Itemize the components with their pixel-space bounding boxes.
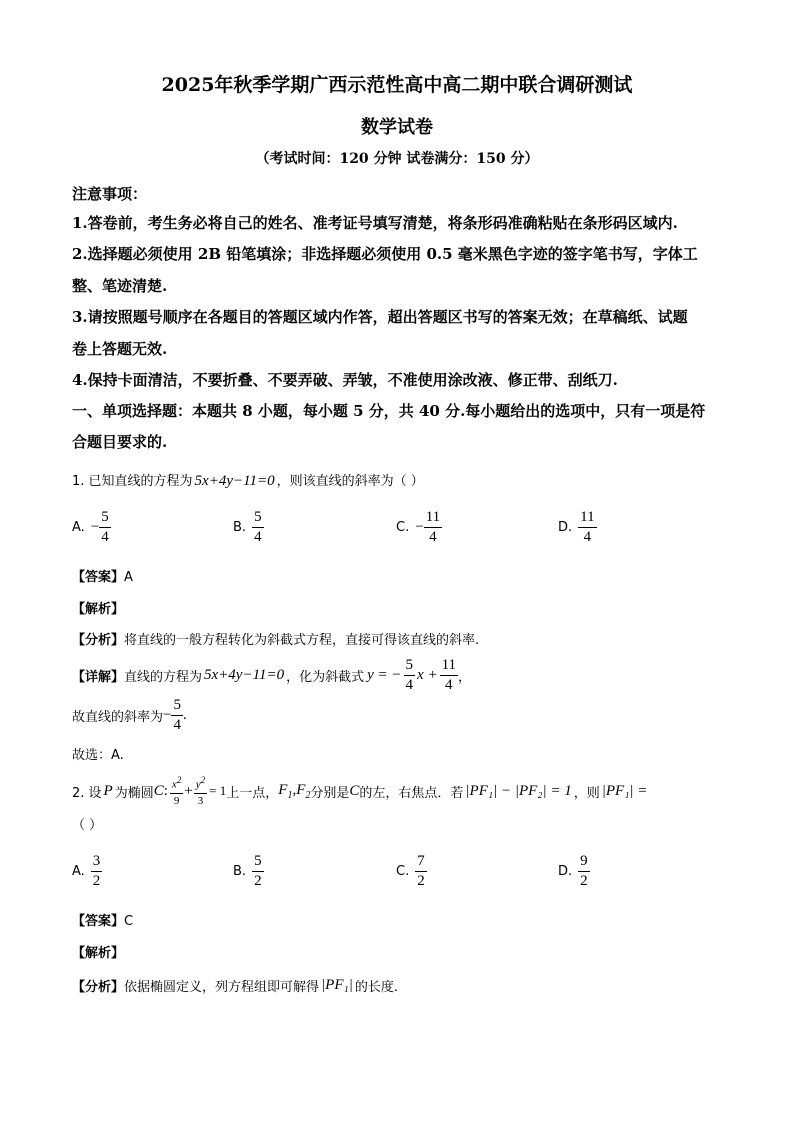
note-item-2: 2.选择题必须使用 2B 铅笔填涂；非选择题必须使用 0.5 毫米黑色字迹的签字笔书写，字体工 xyxy=(72,245,698,263)
q1-slope-num: 5 xyxy=(171,698,183,716)
q2-option-b xyxy=(233,854,264,889)
q2-stem-2: 为椭圆 xyxy=(114,785,154,801)
q2-stem-5: 的左，右焦点．若 xyxy=(359,785,464,801)
note-item-1: 1.答卷前，考生务必将自己的姓名、准考证号填写清楚，将条形码准确粘贴在条形码区域内. xyxy=(72,214,678,232)
q1-option-b xyxy=(233,510,264,545)
q1-detail-y: y = − xyxy=(367,667,402,683)
q1-option-b-den: 4 xyxy=(254,529,262,545)
exam-subtitle: 数学试卷 xyxy=(361,117,433,138)
q1-answer-tag: 【答案】 xyxy=(72,570,125,585)
q1-detail-equation: 5x+4y−11=0 xyxy=(204,667,285,683)
q1-fenxi-tag: 【分析】 xyxy=(72,633,125,648)
q2-fenxi-abs: |PF₁| xyxy=(321,977,353,993)
q1-detail-end: ， xyxy=(458,670,472,685)
q2-stem-3: 上一点， xyxy=(226,785,279,801)
q2-option-b-num: 5 xyxy=(252,854,264,872)
q2-answer xyxy=(72,910,133,929)
q1-option-a-sign: − xyxy=(90,519,100,535)
note-item-4: 4.保持卡面清洁，不要折叠、不要弄破、弄皱，不准使用涂改液、修正带、刮纸刀. xyxy=(72,371,618,389)
q1-stem-prefix: 1. 已知直线的方程为 xyxy=(72,474,193,489)
q2-option-d-den: 2 xyxy=(580,873,588,889)
q1-option-c-sign: − xyxy=(415,519,424,535)
q2-option-a xyxy=(72,854,102,889)
q2-foci: $F_1,F_2$ xyxy=(278,781,311,801)
q1-option-b-num: 5 xyxy=(252,510,264,528)
q1-choose: 故选：A. xyxy=(72,748,124,763)
q2-option-c xyxy=(396,854,427,889)
q1-answer xyxy=(72,566,133,585)
q2-fenxi-tag: 【分析】 xyxy=(72,980,125,995)
q2-stem-4: 分别是 xyxy=(310,785,350,801)
q1-detail xyxy=(72,658,471,693)
q1-slope-end: . xyxy=(182,707,187,723)
q2-option-c-label: C. xyxy=(396,864,410,879)
q2-option-c-num: 7 xyxy=(415,854,427,872)
exam-title: 2025年秋季学期广西示范性高中高二期中联合调研测试 xyxy=(161,74,633,96)
q1-detail-b-den: 4 xyxy=(445,677,453,693)
q1-fenxi xyxy=(72,629,479,648)
q2-answer-tag: 【答案】 xyxy=(72,914,125,929)
section-heading-cont: 合题目要求的. xyxy=(72,433,168,451)
q2-option-d-label: D. xyxy=(558,864,573,879)
q1-detail-text-1: 直线的方程为 xyxy=(124,670,203,685)
q1-option-a xyxy=(72,510,111,545)
q1-slope-den: 4 xyxy=(173,717,181,733)
q2-option-b-den: 2 xyxy=(254,873,262,889)
q2-x-den: 9 xyxy=(173,794,180,807)
q2-option-c-den: 2 xyxy=(417,873,425,889)
q2-abs-expr: |PF₁| − |PF₂| = 1 xyxy=(465,782,572,799)
q2-option-a-den: 2 xyxy=(92,873,101,889)
q1-option-d-den: 4 xyxy=(583,529,592,545)
note-item-3-cont: 卷上答题无效. xyxy=(72,340,168,358)
q2-stem-6: ，则 xyxy=(573,785,600,801)
q1-option-c xyxy=(396,510,442,545)
q1-option-d-num: 11 xyxy=(578,510,596,528)
q2-y: y xyxy=(195,778,201,791)
q1-option-a-den: 4 xyxy=(101,529,109,545)
q1-detail-tag: 【详解】 xyxy=(72,670,125,685)
notes-heading: 注意事项： xyxy=(72,185,148,203)
q2-var-p: P xyxy=(103,782,113,799)
q1-option-c-label: C. xyxy=(396,520,410,535)
exam-info: （考试时间：120 分钟 试卷满分：150 分） xyxy=(255,151,539,167)
q1-fenxi-text: 将直线的一般方程转化为斜截式方程，直接可得该直线的斜率. xyxy=(124,633,480,648)
section-heading: 一、单项选择题：本题共 8 小题，每小题 5 分，共 40 分.每小题给出的选项中，只有一项是符 xyxy=(72,402,706,420)
q1-detail-k-num: 5 xyxy=(404,658,416,676)
q2-option-b-label: B. xyxy=(233,864,247,879)
q1-option-d xyxy=(558,510,597,545)
q1-analysis-tag xyxy=(72,598,124,617)
q2-y-den: 3 xyxy=(197,794,204,807)
q1-stem-suffix: ，则该直线的斜率为（ ） xyxy=(276,474,424,489)
q1-slope-text: 故直线的斜率为 xyxy=(72,710,164,725)
q2-var-c: C xyxy=(153,782,164,799)
q2-x-sup: 2 xyxy=(176,775,182,785)
q2-paren: （ ） xyxy=(72,818,103,833)
q1-slope-sign: − xyxy=(163,707,172,723)
q2-fenxi-text-1: 依据椭圆定义，列方程组即可解得 xyxy=(124,980,320,995)
q2-stem-1: 2. 设 xyxy=(72,785,102,801)
q1-slope xyxy=(72,698,187,733)
note-item-2-cont: 整、笔迹清楚. xyxy=(72,277,168,295)
q2-option-a-num: 3 xyxy=(91,854,103,872)
q1-detail-b-num: 11 xyxy=(440,658,458,676)
q1-answer-value: A xyxy=(124,570,133,585)
q2-option-d xyxy=(558,854,590,889)
q1-option-c-num: 11 xyxy=(424,510,442,528)
q1-option-c-den: 4 xyxy=(429,529,437,545)
q1-equation: 5x+4y−11=0 xyxy=(194,473,275,489)
question-1-stem xyxy=(72,470,424,490)
q2-abs-pf1: |PF₁| = xyxy=(601,782,648,799)
q2-plus: + xyxy=(184,782,193,799)
question-2-stem xyxy=(72,776,647,807)
q1-option-a-num: 5 xyxy=(99,510,111,528)
q1-option-a-label: A. xyxy=(72,520,85,535)
q2-analysis-tag xyxy=(72,942,124,961)
q1-analysis-label: 【解析】 xyxy=(72,602,125,617)
q1-option-d-label: D. xyxy=(558,520,573,535)
q2-y-sup: 2 xyxy=(200,775,206,785)
note-item-3: 3.请按照题号顺序在各题目的答题区域内作答，超出答题区书写的答案无效；在草稿纸、试题 xyxy=(72,308,688,326)
q2-eq1: = 1 xyxy=(209,783,227,799)
q2-option-a-label: A. xyxy=(72,864,85,879)
q2-option-d-num: 9 xyxy=(578,854,590,872)
q2-x: x xyxy=(171,778,177,791)
q1-detail-text-2: ，化为斜截式 xyxy=(286,670,365,685)
q2-fenxi-text-2: 的长度. xyxy=(354,980,398,995)
q2-var-c2: C xyxy=(349,782,360,799)
q2-analysis-label: 【解析】 xyxy=(72,946,125,961)
q2-fenxi xyxy=(72,976,398,995)
q1-detail-k-den: 4 xyxy=(405,677,414,693)
q1-option-b-label: B. xyxy=(233,520,247,535)
q2-colon: : xyxy=(163,782,168,799)
q1-detail-x-plus: x + xyxy=(417,667,438,683)
q2-answer-value: C xyxy=(124,914,134,929)
